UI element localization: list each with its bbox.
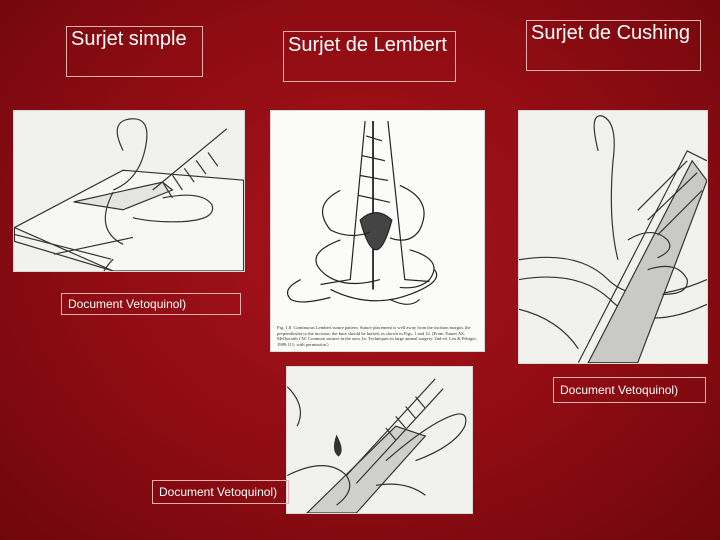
illustration-simple xyxy=(14,111,244,271)
illustration-lembert xyxy=(271,111,484,351)
caption-left xyxy=(61,293,241,315)
title-surjet-lembert-text: Surjet de Lembert xyxy=(288,34,447,56)
illustration-bottom xyxy=(287,367,472,513)
caption-right-text: Document Vetoquinol) xyxy=(560,383,679,397)
illustration-cushing xyxy=(519,111,707,363)
title-surjet-cushing xyxy=(526,20,701,71)
title-surjet-simple-text: Surjet simple xyxy=(71,28,187,50)
caption-bottom xyxy=(152,480,289,504)
figure-surjet-simple xyxy=(13,110,245,272)
title-surjet-lembert xyxy=(283,31,456,82)
caption-bottom-text: Document Vetoquinol) xyxy=(159,485,278,499)
caption-left-text: Document Vetoquinol) xyxy=(68,297,187,311)
title-surjet-simple xyxy=(66,26,203,77)
lembert-figure-caption: Fig. 1.8. Continuous Lembert suture pattern. Suture placement is well away from the incision margin, the perpendicular to the incision; the knot should be buried; as shown in Figs. 1 and 12. (From Turner AS, McIlwraith CW. Common sutures in the area. In: Techniques in large animal surgery. 2nd ed. Lea & Febiger, 1989:111; with permission.) xyxy=(277,325,477,347)
title-surjet-cushing-text: Surjet de Cushing xyxy=(531,22,690,44)
figure-surjet-cushing xyxy=(518,110,708,364)
figure-bottom xyxy=(286,366,473,514)
caption-right xyxy=(553,377,706,403)
figure-surjet-lembert xyxy=(270,110,485,352)
